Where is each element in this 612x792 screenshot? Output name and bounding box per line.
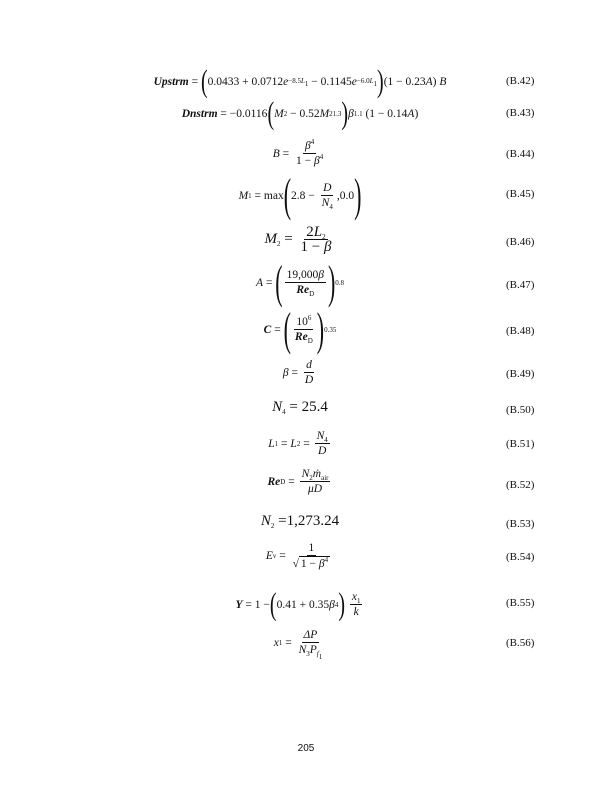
page-number: 205 (297, 743, 315, 754)
equation-b46: $M_2$ = $\frac{2L_2}{1 - \beta}$ (264, 224, 332, 255)
equation-number: (B.49) (506, 368, 535, 380)
equation-number: (B.43) (506, 107, 535, 119)
equation-number: (B.44) (506, 148, 535, 160)
equation-number: (B.42) (506, 75, 535, 87)
equation-b52: Re D = $\frac{N_2ṁ_{air}}{\mu D}$ (267, 468, 329, 495)
equation-b42: Upstrm = ( 0.0433 + 0.0712 e $-8.5L_1$ − 0.1145 e $-6.0L_1$ ) (1 − 0.23 A ) B (153, 64, 447, 100)
equation-b55: Y = 1 − ( 0.41 + 0.35 β 4 ) $\frac{x_1}{k}$ (235, 586, 361, 623)
equation-number: (B.53) (506, 518, 535, 530)
equation-b43: Dnstrm = −0.0116 ( M 2 − 0.52 M 2 1.3 ) β 1.1 (1 − 0.14 A ) (181, 96, 419, 132)
equation-number: (B.54) (506, 551, 535, 563)
equation-number: (B.50) (506, 404, 535, 416)
equation-number: (B.47) (506, 279, 535, 291)
equation-b48: C = ( $\frac{10^6}{Re_D}$ ) 0.35 (263, 302, 337, 355)
equation-b45: M 1 = max ( 2.8 − $\frac{D}{N_4}$ ,0.0 ) (238, 168, 362, 221)
equation-number: (B.46) (506, 236, 535, 248)
equation-b51: L 1 = L 2 = $\frac{N_4}{D}$ (268, 430, 328, 457)
equation-b47: A = ( $\frac{19,000\beta}{Re_D}$ ) 0.8 (255, 255, 345, 308)
equation-b56: x 1 = $\frac{\Delta P}{N_3P_{f_1}}$ (273, 629, 323, 661)
equation-b53: $N_2 =1,273.24$ (260, 513, 340, 530)
equation-number: (B.45) (506, 188, 535, 200)
equation-number: (B.48) (506, 325, 535, 337)
equation-number: (B.51) (506, 438, 535, 450)
equation-number: (B.52) (506, 479, 535, 491)
equation-b44: B = $\frac{\beta^4}{1 - \beta^4}$ (272, 138, 324, 167)
equation-b54: E v = 1 √ $1 - \beta^4$ (265, 542, 329, 570)
equation-b50: $N_4 = 25.4$ (272, 399, 328, 416)
equation-number: (B.56) (506, 637, 535, 649)
equation-b49: β = $\frac{d}{D}$ (282, 359, 314, 386)
equation-number: (B.55) (506, 597, 535, 609)
